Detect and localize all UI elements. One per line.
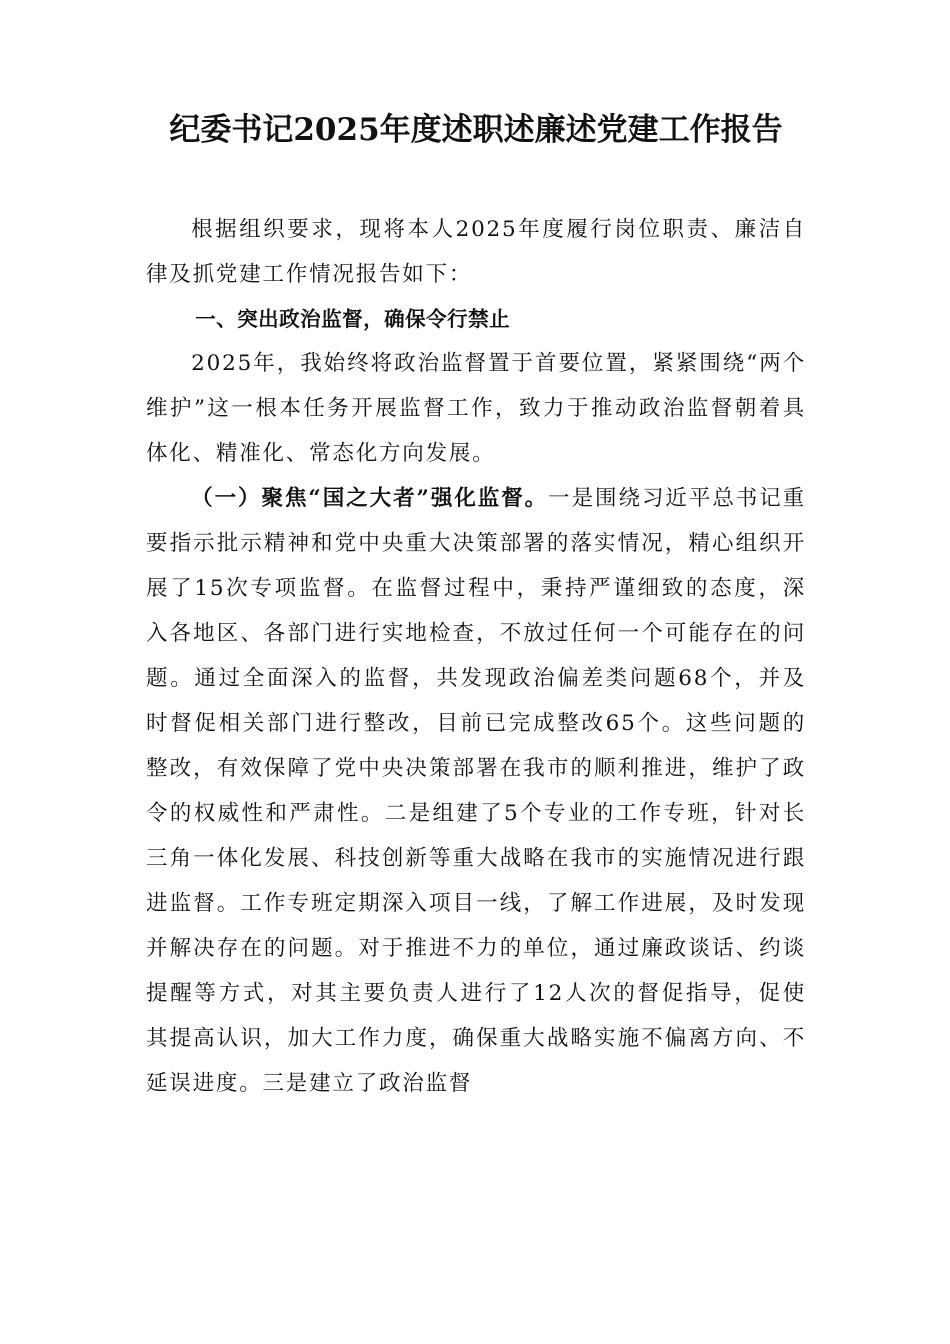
document-page bbox=[146, 108, 806, 1106]
subsection-text: 一是围绕习近平总书记重要指示批示精神和党中央重大决策部署的落实情况，精心组织开展了15次专项监督。在监督过程中，秉持严谨细致的态度，深入各地区、各部门进行实地检查，不放过任何一个可能存在的问题。通过全面深入的监督，共发现政治偏差类问题68个，并及时督促相关部门进行整改，目前已完成整改65个。这些问题的整改，有效保障了党中央决策部署在我市的顺利推进，维护了政令的权威性和严肃性。二是组建了5个专业的工作专班，针对长三角一体化发展、科技创新等重大战略在我市的实施情况进行跟进监督。工作专班定期深入项目一线，了解工作进展，及时发现并解决存在的问题。对于推进不力的单位，通过廉政谈话、约谈提醒等方式，对其主要负责人进行了12人次的督促指导，促使其提高认识，加大工作力度，确保重大战略实施不偏离方向、不延误进度。三是建立了政治监督 bbox=[146, 486, 806, 1096]
section-paragraph: 2025年，我始终将政治监督置于首要位置，紧紧围绕“两个维护”这一根本任务开展监督工作，致力于推动政治监督朝着具体化、精准化、常态化方向发展。 bbox=[146, 351, 806, 466]
section-heading: 一、突出政治监督，确保令行禁止 bbox=[195, 307, 511, 331]
subsection-lead: （一）聚焦“国之大者”强化监督。 bbox=[191, 486, 549, 511]
subsection-paragraph bbox=[146, 476, 806, 1106]
document-title: 纪委书记2025年度述职述廉述党建工作报告 bbox=[169, 112, 783, 148]
intro-paragraph: 根据组织要求，现将本人2025年度履行岗位职责、廉洁自律及抓党建工作情况报告如下： bbox=[146, 217, 806, 287]
